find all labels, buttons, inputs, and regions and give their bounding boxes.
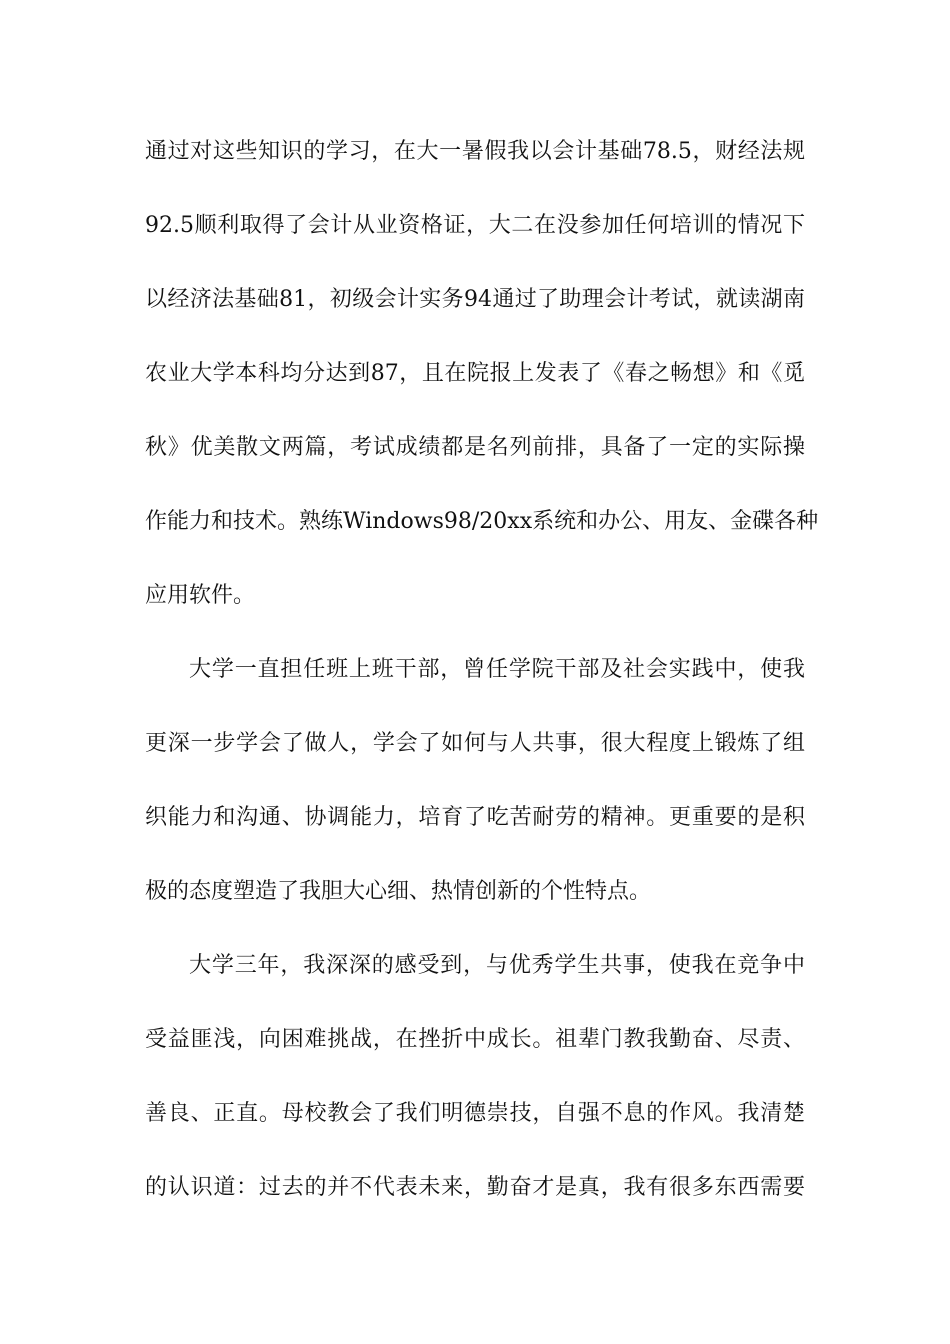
text-line: 善良、正直。母校教会了我们明德崇技，自强不息的作风。我清楚 — [145, 1101, 805, 1126]
text-line: 受益匪浅，向困难挑战，在挫折中成长。祖辈门教我勤奋、尽责、 — [145, 1027, 805, 1052]
text-line: 的认识道：过去的并不代表未来，勤奋才是真，我有很多东西需要 — [145, 1175, 805, 1200]
text-line: 更深一步学会了做人，学会了如何与人共事，很大程度上锻炼了组 — [145, 731, 805, 756]
text-line: 秋》优美散文两篇，考试成绩都是名列前排，具备了一定的实际操 — [145, 435, 805, 460]
text-line: 织能力和沟通、协调能力，培育了吃苦耐劳的精神。更重要的是积 — [145, 805, 805, 830]
text-line: 通过对这些知识的学习，在大一暑假我以会计基础78.5，财经法规 — [145, 139, 805, 164]
text-line: 作能力和技术。熟练Windows98/20xx系统和办公、用友、金碟各种 — [145, 509, 819, 534]
text-line: 92.5顺利取得了会计从业资格证，大二在没参加任何培训的情况下 — [145, 213, 805, 238]
text-line: 应用软件。 — [145, 583, 256, 608]
text-line: 大学三年，我深深的感受到，与优秀学生共事，使我在竞争中 — [189, 953, 805, 978]
text-line: 极的态度塑造了我胆大心细、热情创新的个性特点。 — [145, 879, 652, 904]
text-line: 农业大学本科均分达到87，且在院报上发表了《春之畅想》和《觅 — [145, 361, 805, 386]
text-line: 以经济法基础81，初级会计实务94通过了助理会计考试，就读湖南 — [145, 287, 805, 312]
text-line: 大学一直担任班上班干部，曾任学院干部及社会实践中，使我 — [189, 657, 805, 682]
